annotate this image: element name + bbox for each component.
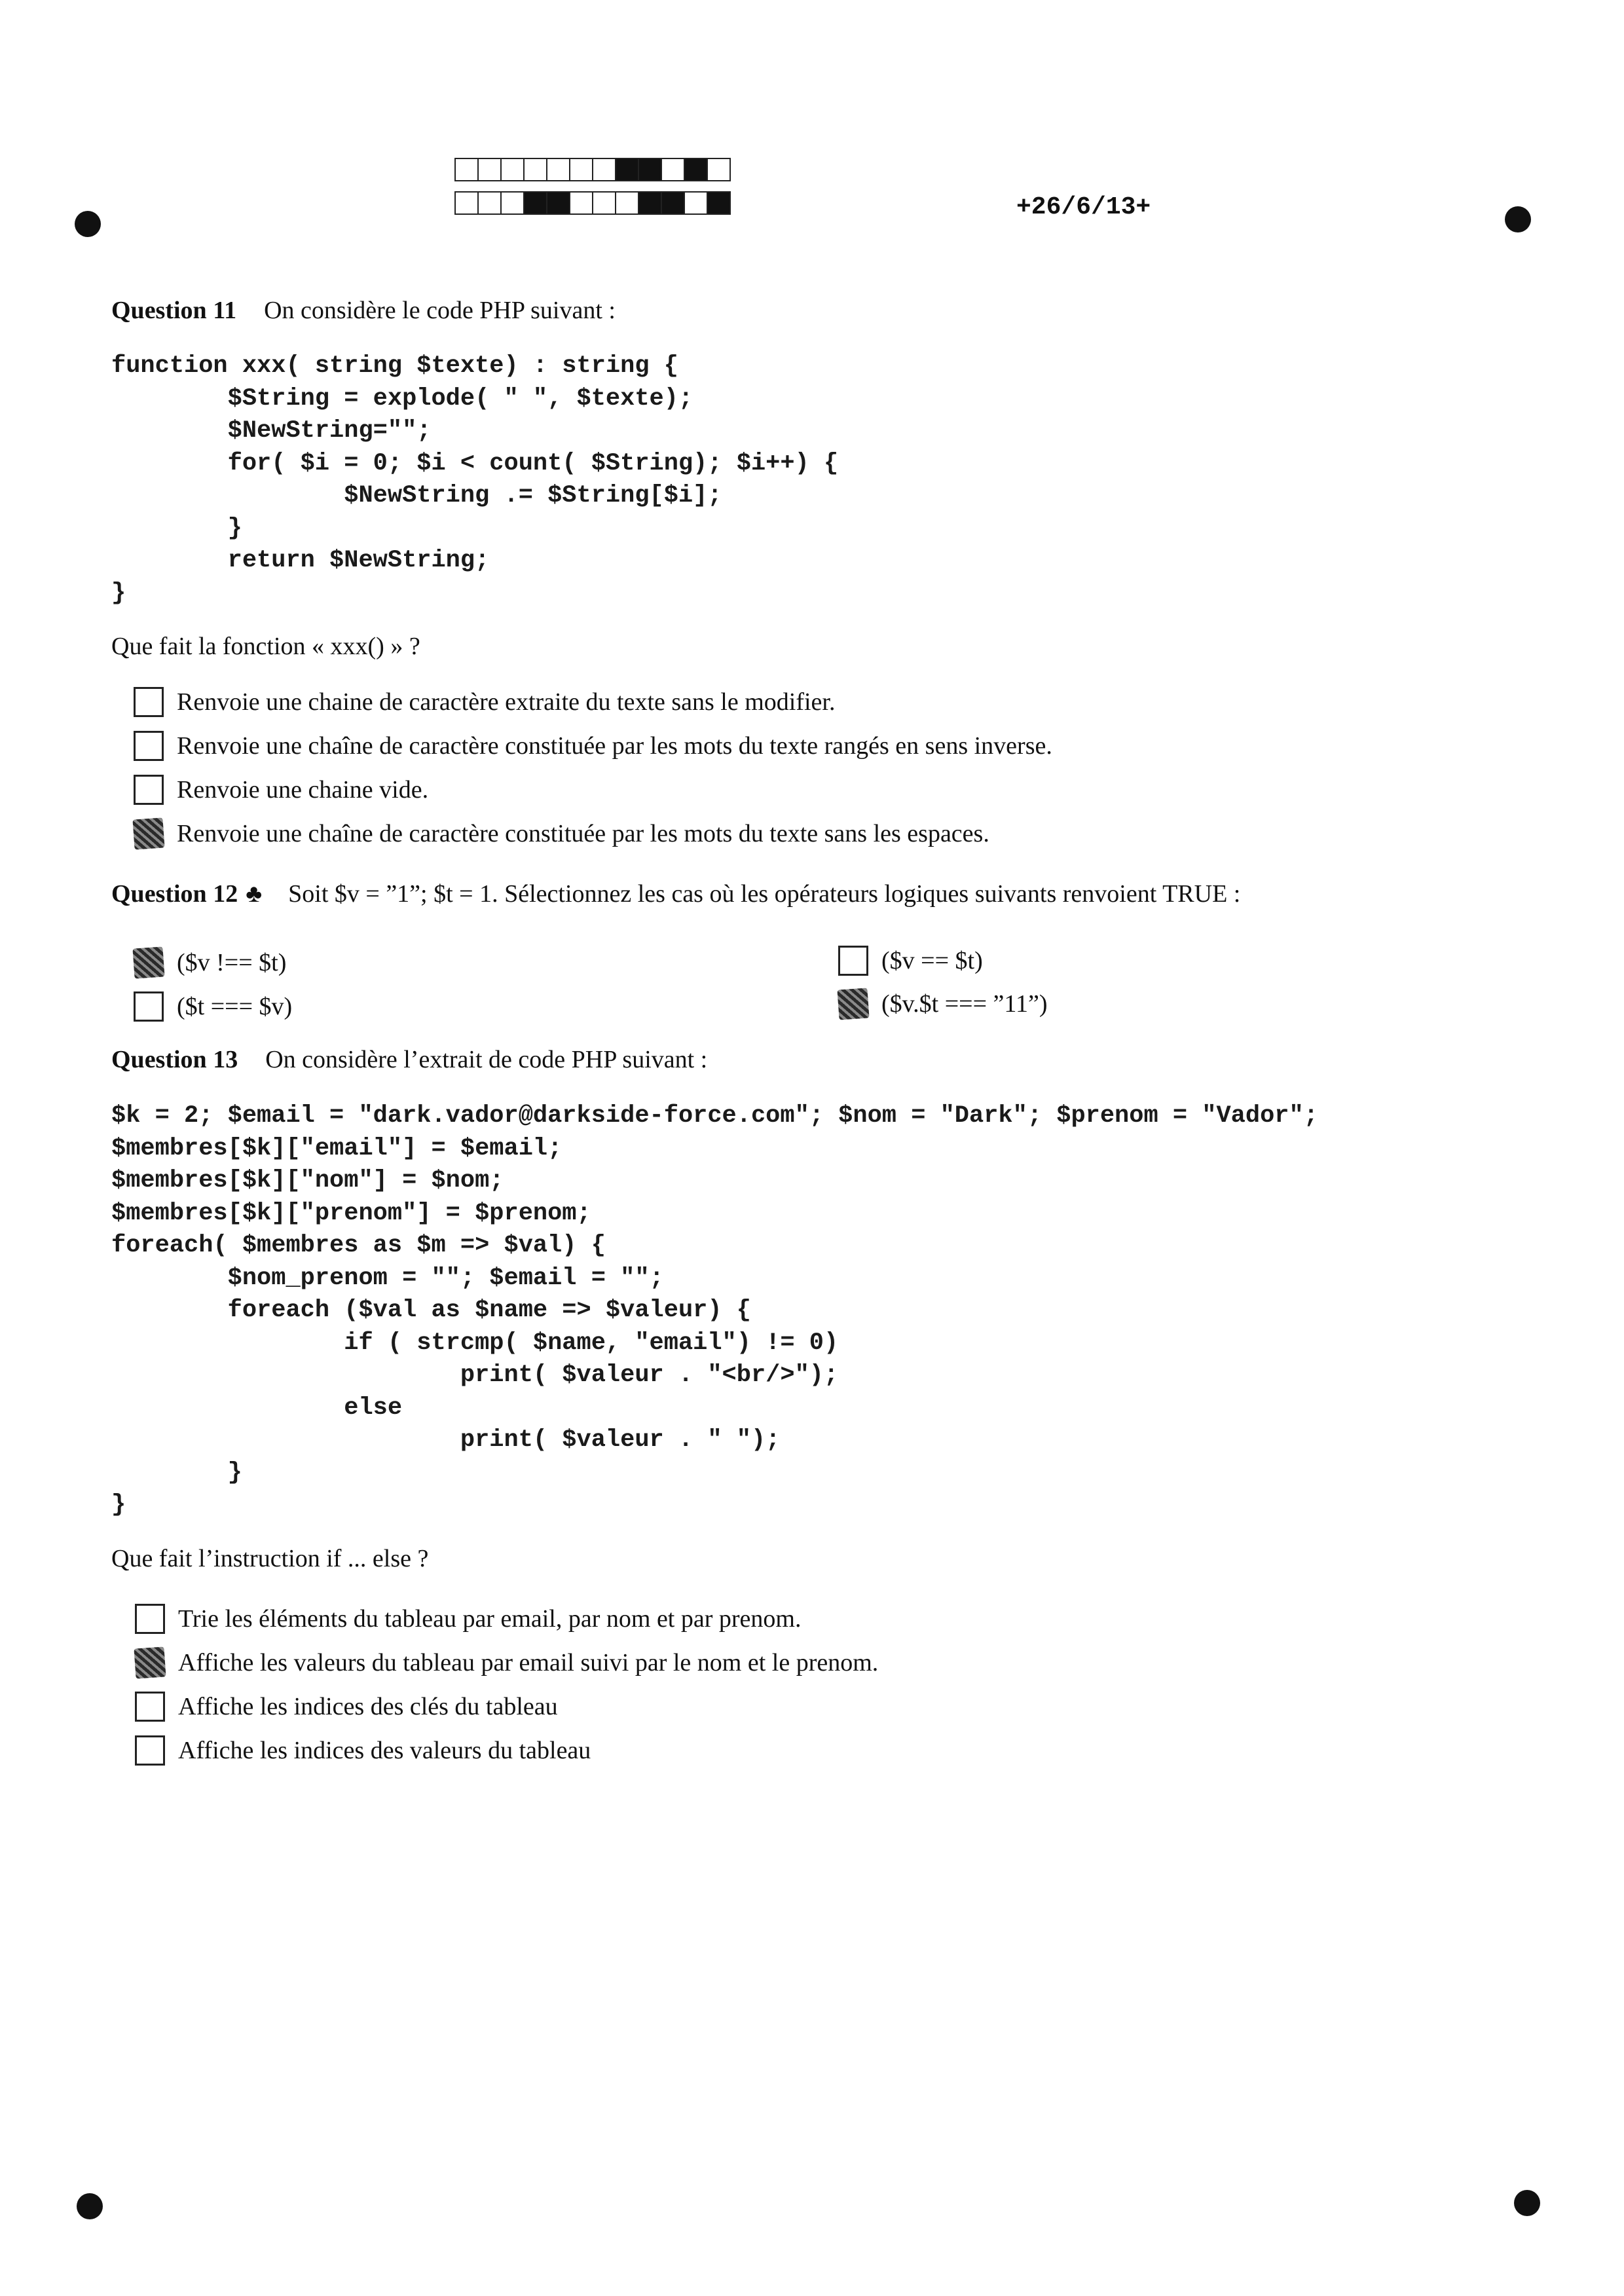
barcode-row-1: [454, 158, 764, 183]
registration-mark-bottom-left: [77, 2193, 103, 2219]
q11-option-3[interactable]: [134, 775, 428, 805]
barcode-cell: [684, 158, 708, 181]
barcode-cell: [523, 158, 547, 181]
barcode-cell: [546, 191, 570, 215]
question-number: Question 12: [111, 880, 238, 908]
barcode-cell: [707, 158, 731, 181]
registration-mark-bottom-right: [1514, 2190, 1540, 2216]
barcode-cell: [477, 158, 502, 181]
option-label: Affiche les valeurs du tableau par email suivi par le nom et le prenom.: [178, 1649, 879, 1676]
q12-option-2[interactable]: [134, 991, 292, 1022]
barcode-cell: [500, 158, 525, 181]
option-label: ($v !== $t): [177, 949, 287, 976]
barcode-cell: [592, 191, 616, 215]
checkbox[interactable]: [134, 775, 164, 805]
barcode-cell: [454, 158, 479, 181]
barcode-cell: [546, 158, 570, 181]
question-11-prompt: Que fait la fonction « xxx() » ?: [111, 633, 420, 660]
option-label: Renvoie une chaine de caractère extraite du texte sans le modifier.: [177, 688, 836, 716]
q11-option-1[interactable]: [134, 687, 835, 717]
q13-option-1[interactable]: [135, 1604, 801, 1634]
question-13-header: [111, 1045, 707, 1074]
q12-option-3[interactable]: [838, 946, 983, 976]
checkbox[interactable]: [134, 687, 164, 717]
option-label: ($t === $v): [177, 993, 293, 1020]
question-12-header: [111, 880, 1240, 908]
barcode-cell: [500, 191, 525, 215]
checkbox-checked[interactable]: [837, 988, 869, 1020]
checkbox[interactable]: [135, 1604, 165, 1634]
barcode-cell: [707, 191, 731, 215]
checkbox[interactable]: [135, 1735, 165, 1766]
page-id: +26/6/13+: [1016, 193, 1151, 221]
q13-option-4[interactable]: [135, 1735, 591, 1766]
checkbox[interactable]: [838, 946, 868, 976]
option-label: Trie les éléments du tableau par email, par nom et par prenom.: [178, 1605, 802, 1633]
barcode-cell: [569, 158, 593, 181]
checkbox-checked[interactable]: [132, 946, 164, 978]
checkbox-checked[interactable]: [132, 817, 164, 849]
q11-option-2[interactable]: [134, 731, 1052, 761]
question-11-header: [111, 296, 616, 325]
option-label: Renvoie une chaîne de caractère constituée par les mots du texte rangés en sens inverse.: [177, 732, 1052, 760]
q12-option-4[interactable]: [838, 989, 1048, 1019]
q11-option-4[interactable]: [134, 819, 989, 849]
barcode-cell: [523, 191, 547, 215]
checkbox-checked[interactable]: [134, 1646, 166, 1678]
barcode-cell: [592, 158, 616, 181]
option-label: Affiche les indices des clés du tableau: [178, 1693, 558, 1720]
barcode-row-2: [454, 191, 764, 216]
barcode-cell: [661, 191, 685, 215]
q12-option-1[interactable]: [134, 948, 286, 978]
q13-option-2[interactable]: [135, 1648, 878, 1678]
code-block-q13: $k = 2; $email = "dark.vador@darkside-force.com"; $nom = "Dark"; $prenom = "Vador"; $membres[$k]["email"] = $email; $membres[$k]["nom"] = $nom; $membres[$k]["prenom"] = $prenom; foreach( $membres as $m => $val) { $nom_prenom = ""; $email = ""; foreach ($val as $name => $valeur) { if ( strcmp( $name, "email") != 0) print( $valeur . "<br/>"); else print( $valeur . " "); } }: [111, 1102, 1318, 1519]
club-icon: ♣: [246, 880, 263, 908]
barcode-cell: [615, 191, 639, 215]
barcode-cell: [638, 191, 662, 215]
barcode-cell: [477, 191, 502, 215]
option-label: Renvoie une chaîne de caractère constituée par les mots du texte sans les espaces.: [177, 820, 989, 847]
q13-option-3[interactable]: [135, 1692, 558, 1722]
barcode-cell: [615, 158, 639, 181]
option-label: ($v.$t === ”11”): [881, 990, 1048, 1018]
barcode-cell: [638, 158, 662, 181]
question-number: Question 13: [111, 1046, 238, 1073]
question-text: On considère le code PHP suivant :: [264, 297, 616, 324]
checkbox[interactable]: [134, 991, 164, 1022]
question-13-prompt: Que fait l’instruction if ... else ?: [111, 1545, 429, 1572]
registration-mark-top-right: [1505, 206, 1531, 232]
question-text: Soit $v = ”1”; $t = 1. Sélectionnez les cas où les opérateurs logiques suivants renvoient TRUE :: [288, 880, 1241, 908]
barcode-cell: [454, 191, 479, 215]
checkbox[interactable]: [134, 731, 164, 761]
barcode-cell: [569, 191, 593, 215]
option-label: Renvoie une chaine vide.: [177, 776, 429, 804]
checkbox[interactable]: [135, 1692, 165, 1722]
option-label: ($v == $t): [881, 947, 983, 974]
code-block-q11: function xxx( string $texte) : string { $String = explode( " ", $texte); $NewString=""; for( $i = 0; $i < count( $String); $i++) { $NewString .= $String[$i]; } return $NewString; }: [111, 352, 839, 607]
barcode-cell: [684, 191, 708, 215]
question-text: On considère l’extrait de code PHP suivant :: [265, 1046, 708, 1073]
option-label: Affiche les indices des valeurs du tableau: [178, 1737, 591, 1764]
question-number: Question 11: [111, 297, 237, 324]
barcode-cell: [661, 158, 685, 181]
registration-mark-top-left: [75, 211, 101, 237]
